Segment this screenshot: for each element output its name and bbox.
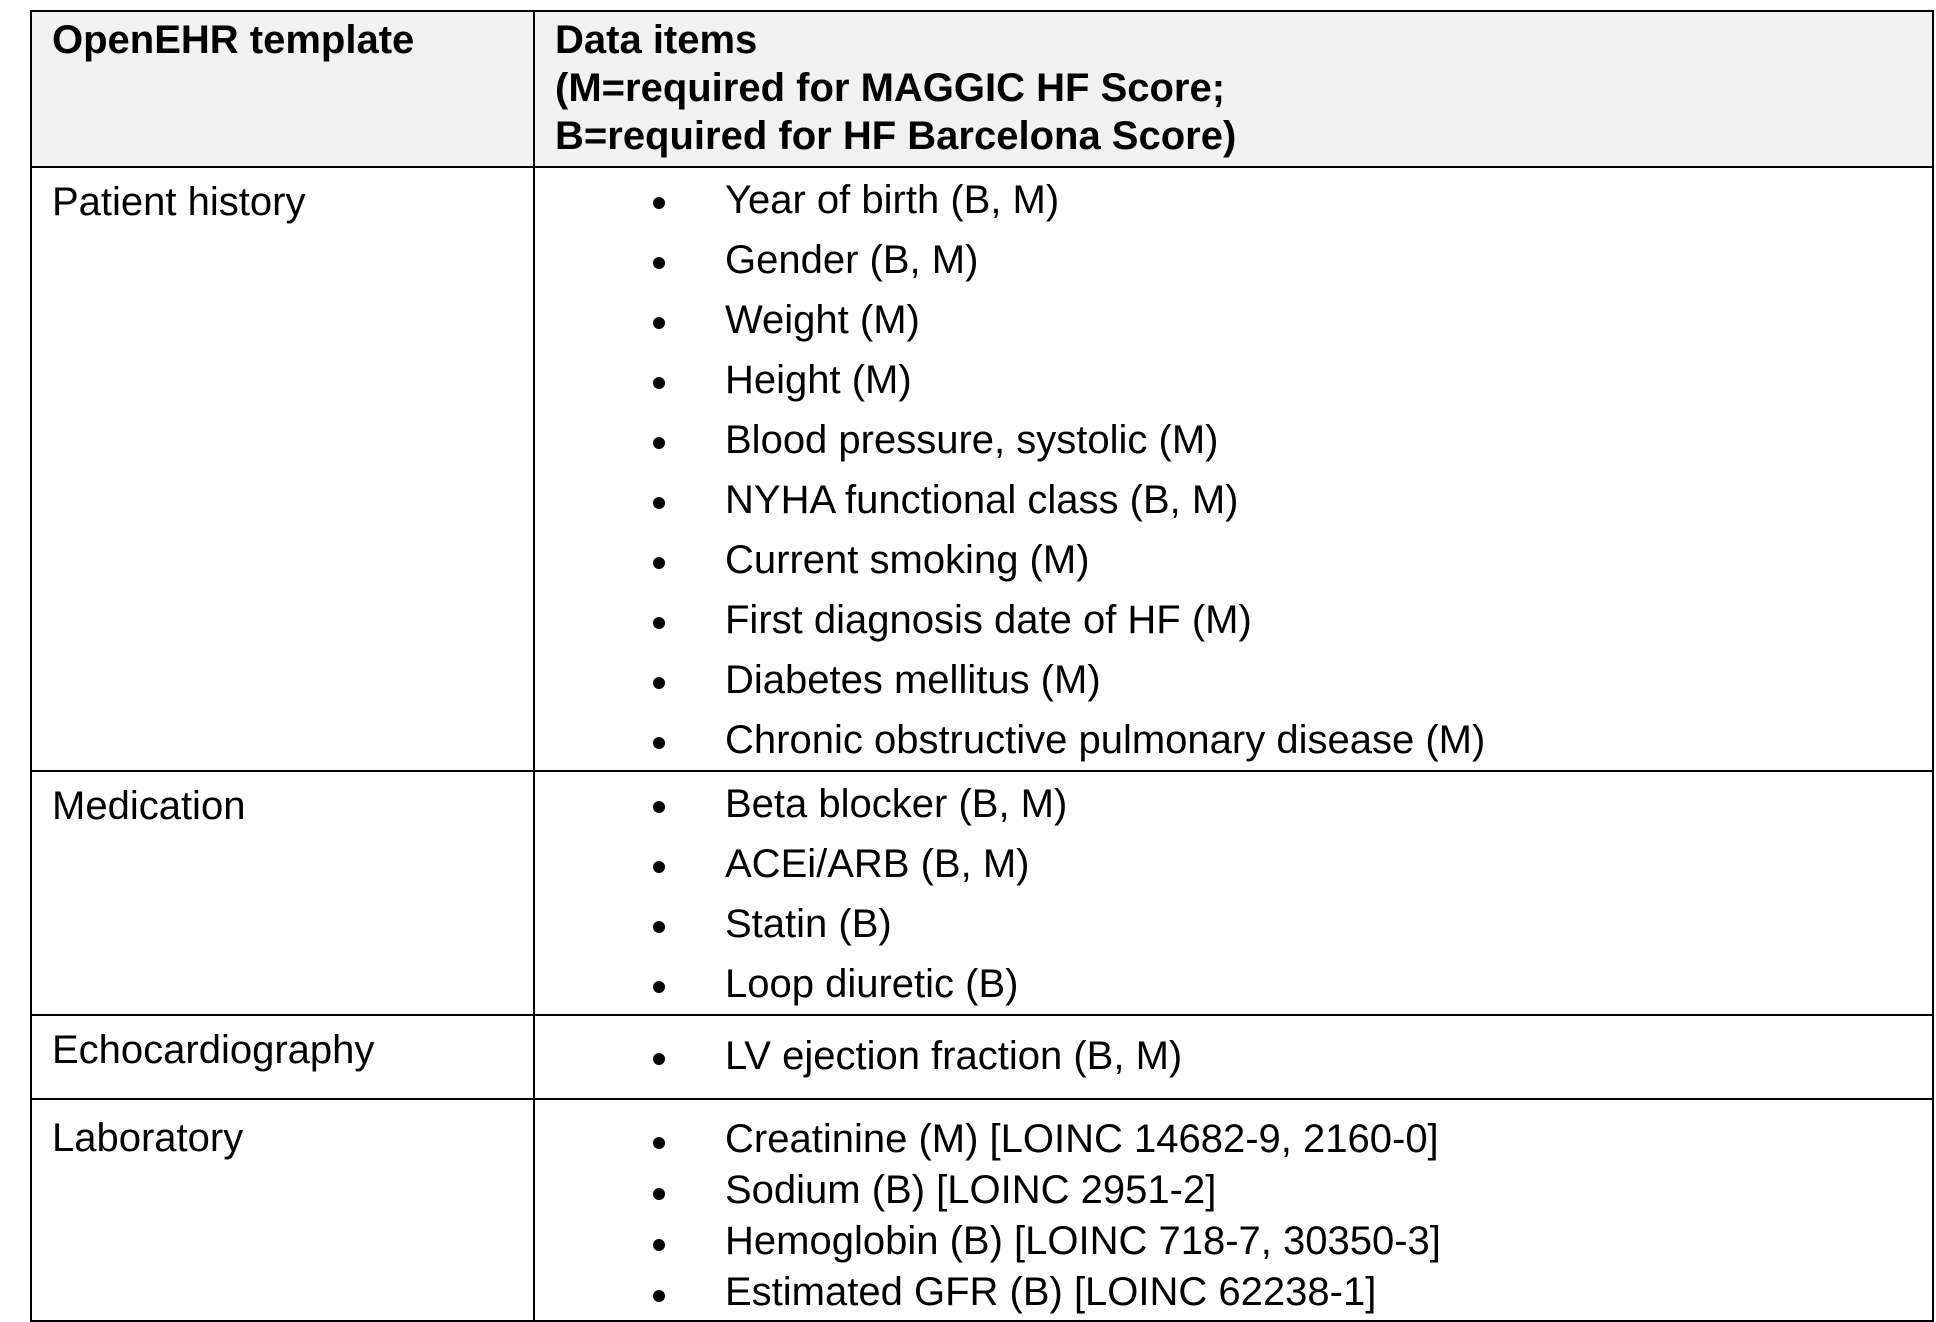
list-item: Sodium (B) [LOINC 2951-2]: [555, 1165, 1912, 1216]
header-data-items: [535, 12, 1932, 166]
list-item: Loop diuretic (B): [555, 954, 1912, 1014]
header-barcelona-note: B=required for HF Barcelona Score): [555, 114, 1237, 158]
data-item-list: [555, 1114, 1912, 1318]
list-item: Diabetes mellitus (M): [555, 650, 1912, 710]
list-item: NYHA functional class (B, M): [555, 470, 1912, 530]
template-name: Laboratory: [52, 1116, 244, 1160]
table-row-laboratory: [32, 1100, 1932, 1320]
list-item: Beta blocker (B, M): [555, 774, 1912, 834]
data-item-list: [555, 170, 1912, 770]
list-item: Blood pressure, systolic (M): [555, 410, 1912, 470]
list-item: Year of birth (B, M): [555, 170, 1912, 230]
template-name: Echocardiography: [52, 1028, 375, 1072]
data-item-list: [555, 774, 1912, 1014]
header-openehr-template: OpenEHR template: [32, 12, 535, 166]
table-header-row: [32, 12, 1932, 168]
list-item: Weight (M): [555, 290, 1912, 350]
list-item: Creatinine (M) [LOINC 14682-9, 2160-0]: [555, 1114, 1912, 1165]
table-row-medication: [32, 772, 1932, 1016]
data-item-list: [555, 1026, 1912, 1086]
table-row-patient-history: [32, 168, 1932, 772]
header-maggic-note: (M=required for MAGGIC HF Score;: [555, 66, 1226, 110]
template-name: Medication: [52, 784, 246, 828]
list-item: Chronic obstructive pulmonary disease (M): [555, 710, 1912, 770]
list-item: Hemoglobin (B) [LOINC 718-7, 30350-3]: [555, 1216, 1912, 1267]
list-item: Height (M): [555, 350, 1912, 410]
template-name: Patient history: [52, 180, 306, 224]
data-items-table: [30, 10, 1934, 1322]
list-item: First diagnosis date of HF (M): [555, 590, 1912, 650]
list-item: Gender (B, M): [555, 230, 1912, 290]
header-data-items-line: Data items: [555, 18, 758, 62]
list-item: LV ejection fraction (B, M): [555, 1026, 1912, 1086]
list-item: Statin (B): [555, 894, 1912, 954]
list-item: Estimated GFR (B) [LOINC 62238-1]: [555, 1267, 1912, 1318]
table-row-echocardiography: [32, 1016, 1932, 1100]
list-item: Current smoking (M): [555, 530, 1912, 590]
list-item: ACEi/ARB (B, M): [555, 834, 1912, 894]
